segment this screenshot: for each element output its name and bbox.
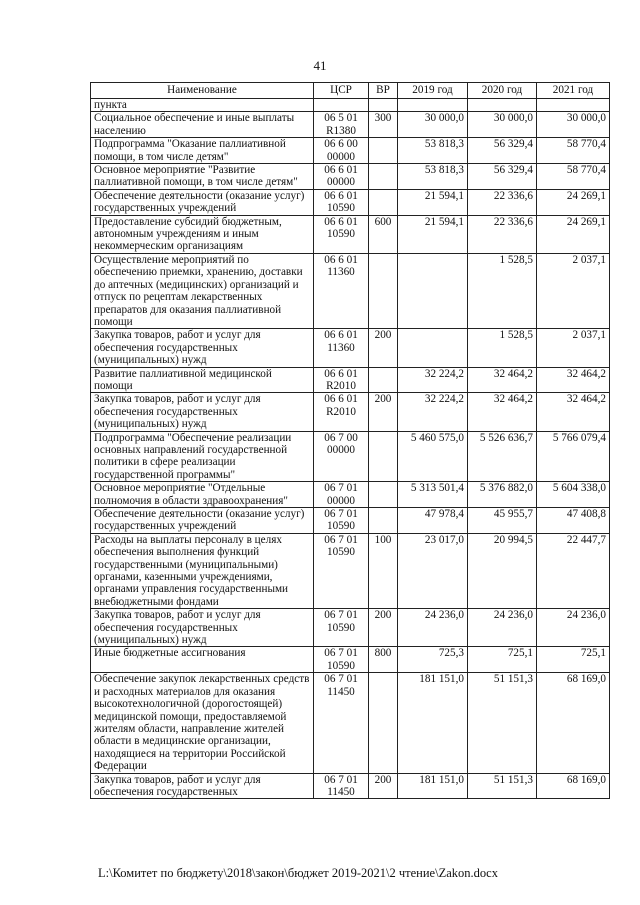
cell-2019: 181 151,0 bbox=[398, 673, 468, 773]
table-row bbox=[91, 367, 610, 393]
cell-csr: 06 6 01 R2010 bbox=[314, 367, 369, 393]
cell-vr: 200 bbox=[369, 393, 398, 431]
cell-2020: 22 336,6 bbox=[468, 189, 537, 215]
cell-2021: 5 604 338,0 bbox=[537, 482, 610, 508]
cell-2019: 53 818,3 bbox=[398, 164, 468, 190]
cell-2021 bbox=[537, 99, 610, 112]
cell-2021: 58 770,4 bbox=[537, 164, 610, 190]
cell-2021: 725,1 bbox=[537, 647, 610, 673]
cell-csr: 06 7 01 00000 bbox=[314, 482, 369, 508]
cell-2021: 24 236,0 bbox=[537, 609, 610, 647]
cell-2020 bbox=[468, 99, 537, 112]
cell-2019: 23 017,0 bbox=[398, 533, 468, 608]
cell-2021: 2 037,1 bbox=[537, 253, 610, 328]
cell-vr bbox=[369, 138, 398, 164]
table-row bbox=[91, 329, 610, 367]
cell-csr: 06 6 01 00000 bbox=[314, 164, 369, 190]
cell-csr: 06 6 01 11360 bbox=[314, 329, 369, 367]
table-row bbox=[91, 482, 610, 508]
cell-2020: 51 151,3 bbox=[468, 673, 537, 773]
cell-2020: 725,1 bbox=[468, 647, 537, 673]
cell-vr: 300 bbox=[369, 112, 398, 138]
cell-2020: 56 329,4 bbox=[468, 164, 537, 190]
cell-2021: 32 464,2 bbox=[537, 393, 610, 431]
header-2021: 2021 год bbox=[537, 83, 610, 99]
cell-name: Обеспечение деятельности (оказание услуг) государственных учреждений bbox=[91, 508, 314, 534]
cell-name: Предоставление субсидий бюджетным, автономным учреждениям и иным некоммерческим организациям bbox=[91, 215, 314, 253]
cell-2020: 1 528,5 bbox=[468, 253, 537, 328]
cell-2021: 5 766 079,4 bbox=[537, 431, 610, 482]
cell-name: Закупка товаров, работ и услуг для обеспечения государственных (муниципальных) нужд bbox=[91, 393, 314, 431]
cell-2019: 21 594,1 bbox=[398, 215, 468, 253]
cell-name: Основное мероприятие "Отдельные полномочия в области здравоохранения" bbox=[91, 482, 314, 508]
footer-file-path: L:\Комитет по бюджету\2018\закон\бюджет 2019-2021\2 чтение\Zakon.docx bbox=[98, 866, 498, 880]
cell-csr: 06 7 01 11450 bbox=[314, 773, 369, 799]
cell-name: Расходы на выплаты персоналу в целях обеспечения выполнения функций государственными (муниципальными) органами, казенными учреждениями, органами управления государственными внебюджетными фондами bbox=[91, 533, 314, 608]
cell-2021: 68 169,0 bbox=[537, 673, 610, 773]
cell-2019: 21 594,1 bbox=[398, 189, 468, 215]
cell-vr: 600 bbox=[369, 215, 398, 253]
cell-name: Обеспечение закупок лекарственных средств и расходных материалов для оказания высокотехнологичной (дорогостоящей) медицинской помощи, предоставляемой жителям области, направление жителей области в медицинские организации, находящиеся на территории Российской Федерации bbox=[91, 673, 314, 773]
cell-vr bbox=[369, 482, 398, 508]
cell-2020: 5 376 882,0 bbox=[468, 482, 537, 508]
header-csr: ЦСР bbox=[314, 83, 369, 99]
cell-2020: 22 336,6 bbox=[468, 215, 537, 253]
cell-2021: 58 770,4 bbox=[537, 138, 610, 164]
table-row bbox=[91, 253, 610, 328]
cell-csr: 06 6 01 R2010 bbox=[314, 393, 369, 431]
header-vr: ВР bbox=[369, 83, 398, 99]
cell-2021: 22 447,7 bbox=[537, 533, 610, 608]
cell-vr bbox=[369, 189, 398, 215]
cell-vr bbox=[369, 431, 398, 482]
header-2019: 2019 год bbox=[398, 83, 468, 99]
page-number: 41 bbox=[313, 58, 327, 73]
cell-vr bbox=[369, 673, 398, 773]
cell-2021: 2 037,1 bbox=[537, 329, 610, 367]
cell-csr: 06 7 01 10590 bbox=[314, 508, 369, 534]
cell-2020: 1 528,5 bbox=[468, 329, 537, 367]
table-row bbox=[91, 138, 610, 164]
cell-2019: 725,3 bbox=[398, 647, 468, 673]
table-row bbox=[91, 647, 610, 673]
table-row bbox=[91, 189, 610, 215]
cell-2019: 5 460 575,0 bbox=[398, 431, 468, 482]
cell-2021: 24 269,1 bbox=[537, 189, 610, 215]
table-row bbox=[91, 673, 610, 773]
cell-2020: 20 994,5 bbox=[468, 533, 537, 608]
cell-2020: 24 236,0 bbox=[468, 609, 537, 647]
cell-name: Закупка товаров, работ и услуг для обеспечения государственных (муниципальных) нужд bbox=[91, 609, 314, 647]
table-row bbox=[91, 533, 610, 608]
cell-2019 bbox=[398, 329, 468, 367]
cell-name: Иные бюджетные ассигнования bbox=[91, 647, 314, 673]
cell-name: Обеспечение деятельности (оказание услуг) государственных учреждений bbox=[91, 189, 314, 215]
cell-vr bbox=[369, 508, 398, 534]
cell-csr: 06 6 01 10590 bbox=[314, 215, 369, 253]
cell-2019: 32 224,2 bbox=[398, 367, 468, 393]
cell-2020: 32 464,2 bbox=[468, 393, 537, 431]
cell-vr: 200 bbox=[369, 773, 398, 799]
table-row bbox=[91, 393, 610, 431]
cell-vr: 200 bbox=[369, 329, 398, 367]
cell-csr: 06 7 01 10590 bbox=[314, 609, 369, 647]
cell-2020: 56 329,4 bbox=[468, 138, 537, 164]
table-row bbox=[91, 773, 610, 799]
cell-csr: 06 6 01 10590 bbox=[314, 189, 369, 215]
cell-vr bbox=[369, 253, 398, 328]
budget-table bbox=[90, 82, 610, 799]
cell-vr bbox=[369, 99, 398, 112]
cell-2019: 30 000,0 bbox=[398, 112, 468, 138]
cell-2021: 47 408,8 bbox=[537, 508, 610, 534]
cell-2021: 68 169,0 bbox=[537, 773, 610, 799]
header-2020: 2020 год bbox=[468, 83, 537, 99]
cell-2021: 30 000,0 bbox=[537, 112, 610, 138]
cell-csr bbox=[314, 99, 369, 112]
cell-2019: 32 224,2 bbox=[398, 393, 468, 431]
table-row bbox=[91, 164, 610, 190]
table-row bbox=[91, 215, 610, 253]
table-row bbox=[91, 99, 610, 112]
table-row bbox=[91, 609, 610, 647]
table-row bbox=[91, 508, 610, 534]
cell-csr: 06 6 01 11360 bbox=[314, 253, 369, 328]
cell-name: Осуществление мероприятий по обеспечению приемки, хранению, доставки до аптечных (медицинских) организаций и отпуск по рецептам лекарственных препаратов для оказания паллиативной помощи bbox=[91, 253, 314, 328]
cell-2020: 32 464,2 bbox=[468, 367, 537, 393]
cell-name: пункта bbox=[91, 99, 314, 112]
cell-csr: 06 5 01 R1380 bbox=[314, 112, 369, 138]
table-body bbox=[91, 99, 610, 799]
cell-2020: 45 955,7 bbox=[468, 508, 537, 534]
cell-2021: 24 269,1 bbox=[537, 215, 610, 253]
cell-2019: 181 151,0 bbox=[398, 773, 468, 799]
cell-csr: 06 7 01 10590 bbox=[314, 647, 369, 673]
header-name: Наименование bbox=[91, 83, 314, 99]
cell-2019: 53 818,3 bbox=[398, 138, 468, 164]
cell-2019 bbox=[398, 99, 468, 112]
cell-2021: 32 464,2 bbox=[537, 367, 610, 393]
table-row bbox=[91, 431, 610, 482]
cell-vr: 800 bbox=[369, 647, 398, 673]
cell-vr bbox=[369, 164, 398, 190]
cell-vr: 200 bbox=[369, 609, 398, 647]
cell-2020: 5 526 636,7 bbox=[468, 431, 537, 482]
cell-csr: 06 7 01 10590 bbox=[314, 533, 369, 608]
cell-vr bbox=[369, 367, 398, 393]
cell-csr: 06 7 01 11450 bbox=[314, 673, 369, 773]
cell-name: Закупка товаров, работ и услуг для обеспечения государственных bbox=[91, 773, 314, 799]
cell-name: Социальное обеспечение и иные выплаты населению bbox=[91, 112, 314, 138]
cell-2020: 30 000,0 bbox=[468, 112, 537, 138]
cell-vr: 100 bbox=[369, 533, 398, 608]
cell-name: Закупка товаров, работ и услуг для обеспечения государственных (муниципальных) нужд bbox=[91, 329, 314, 367]
cell-2019: 5 313 501,4 bbox=[398, 482, 468, 508]
table-row bbox=[91, 112, 610, 138]
cell-name: Подпрограмма "Оказание паллиативной помощи, в том числе детям" bbox=[91, 138, 314, 164]
cell-name: Развитие паллиативной медицинской помощи bbox=[91, 367, 314, 393]
cell-2019: 47 978,4 bbox=[398, 508, 468, 534]
table-header-row bbox=[91, 83, 610, 99]
cell-2020: 51 151,3 bbox=[468, 773, 537, 799]
cell-csr: 06 7 00 00000 bbox=[314, 431, 369, 482]
cell-name: Подпрограмма "Обеспечение реализации основных направлений государственной политики в сфере реализации государственной программы" bbox=[91, 431, 314, 482]
cell-2019: 24 236,0 bbox=[398, 609, 468, 647]
cell-name: Основное мероприятие "Развитие паллиативной помощи, в том числе детям" bbox=[91, 164, 314, 190]
cell-csr: 06 6 00 00000 bbox=[314, 138, 369, 164]
cell-2019 bbox=[398, 253, 468, 328]
